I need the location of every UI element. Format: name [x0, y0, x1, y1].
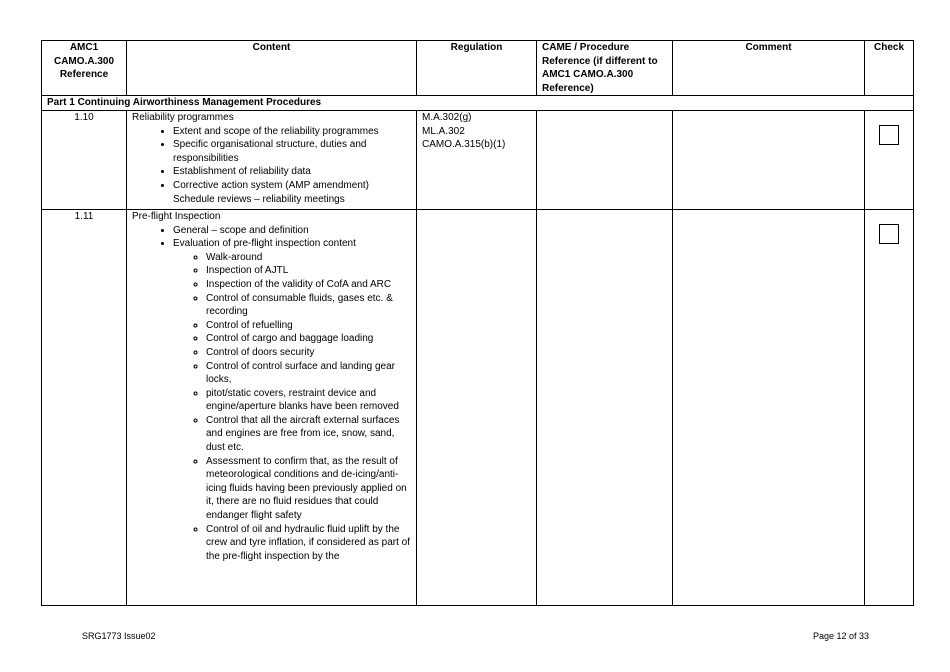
checklist-table — [41, 40, 914, 606]
row-came-reference[interactable] — [537, 110, 673, 209]
sub-list-item: ◦ Control that all the aircraft external surfaces and engines are free from ice, snow, sand, dust etc. — [206, 414, 411, 455]
check-box[interactable] — [879, 224, 899, 244]
list-item-label: Evaluation of pre-flight inspection content — [173, 238, 356, 250]
row-regulation — [417, 209, 537, 605]
sub-bullet-list — [173, 251, 411, 564]
sub-list-item: ◦ Assessment to confirm that, as the result of meteorological conditions and de-icing/anti-icing fluids having been previously applied on it, there are no fluid residues that could endanger flight safety — [206, 455, 411, 523]
table-row — [42, 209, 914, 605]
sub-list-item: ◦ Control of control surface and landing gear locks, — [206, 360, 411, 387]
row-regulation — [417, 110, 537, 209]
sub-list-item: ◦ Walk-around — [206, 251, 411, 265]
sub-list-item: ◦ Inspection of AJTL — [206, 264, 411, 278]
list-item — [173, 237, 411, 563]
regulation-ref: M.A.302(g) — [422, 111, 472, 123]
row-reference: 1.10 — [42, 110, 127, 209]
sub-list-item: ◦ Control of consumable fluids, gases etc. & recording — [206, 292, 411, 319]
footer-doc-id: SRG1773 Issue02 — [82, 631, 156, 641]
bullet-list — [132, 125, 411, 207]
row-check-cell — [865, 209, 914, 605]
list-item: • Extent and scope of the reliability programmes — [173, 125, 411, 139]
list-item: • General – scope and definition — [173, 224, 411, 238]
row-comment[interactable] — [673, 110, 865, 209]
row-title: Reliability programmes — [132, 111, 234, 123]
part-row — [42, 96, 914, 111]
sub-list-item: ◦ pitot/static covers, restraint device and engine/aperture blanks have been removed — [206, 387, 411, 414]
row-title: Pre-flight Inspection — [132, 210, 221, 222]
regulation-ref: ML.A.302 — [422, 125, 465, 137]
header-reference: AMC1 CAMO.A.300 Reference — [42, 41, 127, 96]
header-content: Content — [127, 41, 417, 96]
sub-list-item: ◦ Control of cargo and baggage loading — [206, 332, 411, 346]
part-title: Part 1 Continuing Airworthiness Management Procedures — [42, 96, 914, 111]
list-item: • Corrective action system (AMP amendment) Schedule reviews – reliability meetings — [173, 179, 411, 206]
table-row — [42, 110, 914, 209]
sub-list-item: ◦ Control of refuelling — [206, 319, 411, 333]
bullet-list — [132, 224, 411, 564]
header-came-reference: CAME / Procedure Reference (if different to AMC1 CAMO.A.300 Reference) — [537, 41, 673, 96]
row-comment[interactable] — [673, 209, 865, 605]
footer-page-number: Page 12 of 33 — [813, 631, 870, 641]
row-content — [127, 209, 417, 605]
list-item: • Establishment of reliability data — [173, 165, 411, 179]
check-box[interactable] — [879, 125, 899, 145]
row-content — [127, 110, 417, 209]
header-regulation: Regulation — [417, 41, 537, 96]
sub-list-item: ◦ Inspection of the validity of CofA and ARC — [206, 278, 411, 292]
row-came-reference[interactable] — [537, 209, 673, 605]
list-item: • Specific organisational structure, duties and responsibilities — [173, 138, 411, 165]
row-check-cell — [865, 110, 914, 209]
sub-list-item: ◦ Control of doors security — [206, 346, 411, 360]
header-row — [42, 41, 914, 96]
regulation-ref: CAMO.A.315(b)(1) — [422, 139, 506, 151]
row-reference: 1.11 — [42, 209, 127, 605]
sub-list-item: ◦ Control of oil and hydraulic fluid uplift by the crew and tyre inflation, if considered as part of the pre-flight inspection by the — [206, 523, 411, 564]
header-comment: Comment — [673, 41, 865, 96]
header-check: Check — [865, 41, 914, 96]
